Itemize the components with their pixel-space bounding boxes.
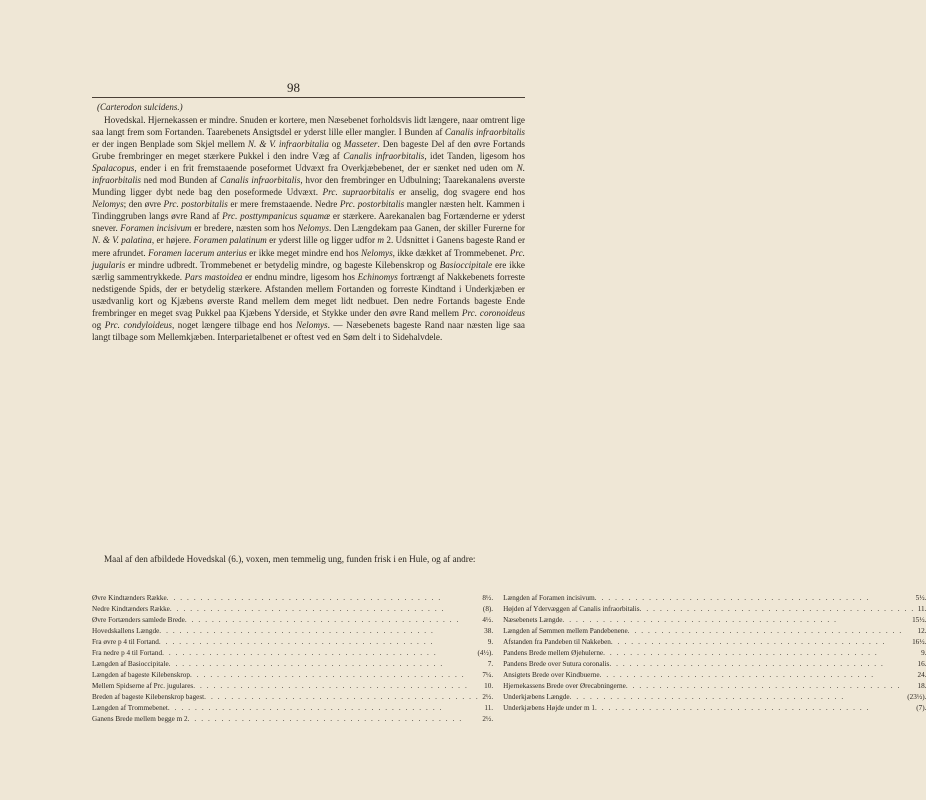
measurement-value: 18. xyxy=(917,682,926,690)
leader-dots xyxy=(169,659,485,670)
measurement-value: 15½. xyxy=(912,616,926,624)
measurement-value: 2½. xyxy=(482,693,494,701)
measurement-row xyxy=(503,670,926,681)
measurement-row xyxy=(92,604,493,615)
measurement-label: Fra øvre p 4 til Fortand xyxy=(92,638,159,646)
measurement-label: Næsebenets Længde xyxy=(503,616,563,624)
measurement-row xyxy=(92,648,493,659)
measurement-value: 9. xyxy=(921,649,926,657)
leader-dots xyxy=(640,604,915,615)
leader-dots xyxy=(570,692,905,703)
measurement-value: 2½. xyxy=(482,715,494,723)
leader-dots xyxy=(595,593,913,604)
measurement-label: Mellem Spidserne af Prc. jugulares xyxy=(92,682,194,690)
page-number: 98 xyxy=(287,80,300,95)
measurement-row xyxy=(92,615,493,626)
leader-dots xyxy=(600,670,915,681)
measurement-value: (8). xyxy=(482,605,494,613)
measurement-row xyxy=(503,681,926,692)
measurement-value: 5½. xyxy=(915,594,926,602)
measurement-label: Øvre Fortænders samlede Brede xyxy=(92,616,185,624)
leader-dots xyxy=(609,659,914,670)
leader-dots xyxy=(611,637,909,648)
measurement-value: 7¼. xyxy=(482,671,494,679)
measurement-row xyxy=(92,692,493,703)
leader-dots xyxy=(204,692,479,703)
measurement-label: Længden af Trommebenet xyxy=(92,704,168,712)
leader-dots xyxy=(595,703,913,714)
measurement-value: 7. xyxy=(487,660,494,668)
measurement-label: Afstanden fra Pandeben til Nakkeben xyxy=(503,638,611,646)
measurement-label: Pandens Brede over Sutura coronalis xyxy=(503,660,610,668)
leader-dots xyxy=(188,714,480,725)
measurement-label: Længden af Foramen incisivum xyxy=(503,594,595,602)
measurement-value: 11. xyxy=(917,605,926,613)
leader-dots xyxy=(628,626,915,637)
measurement-value: 16½. xyxy=(912,638,926,646)
leader-dots xyxy=(168,703,482,714)
measurement-label: Ganens Brede mellem begge m 2 xyxy=(92,715,188,723)
measurement-label: Længden af bageste Kilebenskrop xyxy=(92,671,190,679)
measurement-label: Hovedskallens Længde xyxy=(92,627,160,635)
measurement-row xyxy=(92,593,493,604)
measurement-row xyxy=(503,692,926,703)
measurement-row xyxy=(92,637,493,648)
measurement-row xyxy=(92,659,493,670)
measurement-value: 12. xyxy=(917,627,926,635)
measurement-label: Øvre Kindtænders Række xyxy=(92,594,167,602)
measurements-intro xyxy=(92,553,525,565)
header-rule xyxy=(92,97,525,98)
leader-dots xyxy=(626,681,915,692)
paragraph-text: Hovedskal. Hjernekassen er mindre. Snuden er kortere, men Næsebenet forholdsvis lidt længere, naar omtrent lige saa langt frem som Fortanden. Taarebenets Ansigtsdel er yderst lille eller mangler. I Bunden af Canalis infraorbitalis er der ingen Benplade som Skjel mellem N. & V. infraorbitalia og Masseter. Den bageste Del af den øvre Fortands Grube frembringer en meget stærkere Pukkel i den indre Væg af Canalis infraorbitalis, idet Tanden, ligesom hos Spalacopus, ender i en frit fremstaaende poseformet Udvæxt fra Overkjæbebenet, der er sænket ned uden om N. infraorbitalis ned mod Bunden af Canalis infraorbitalis, hvor den frembringer en Udbulning; Taarekanalens øverste Munding ligger dybt nede bag den poseformede Udvæxt. Prc. supraorbitalis er anselig, dog svagere end hos Nelomys; den øvre Prc. postorbitalis er mere fremstaaende. Nedre Prc. postorbitalis mangler næsten helt. Kammen i Tindinggruben langs øvre Rand af Prc. posttympanicus squamæ er stærkere. Aarekanalen bag Fortænderne er yderst snever. Foramen incisivum er bredere, næsten som hos Nelomys. Den Længdekam paa Ganen, der skiller Furerne for N. & V. palatina, er højere. Foramen palatinum er yderst lille og ligger udfor m 2. Udsnittet i Ganens bageste Rand er mere afrundet. Foramen lacerum anterius er ikke meget mindre end hos Nelomys, ikke dækket af Trommebenet. Prc. jugularis er mindre udbredt. Trommebenet er betydelig mindre, og bageste Kilebenskrop og Basioccipitale ere ikke særlig sammentrykkede. Pars mastoidea er endnu mindre, ligesom hos Echinomys fortrængt af Nakkebenets forreste nedstigende Spids, der er betydelig stærkere. Afstanden mellem Fortanden og forreste Kindtand i Underkjæben er usædvanlig kort og Kjæbens øverste Rand mellem dem meget lidt nedbuet. Den nedre Fortands bageste Ende frembringer en meget svag Pukkel paa Kjæbens Yderside, et Stykke under den øvre Rand mellem Prc. coronoideus og Prc. condyloideus, noget længere tilbage end hos Nelomys. — Næsebenets bageste Rand naar næsten lige saa langt tilbage som Mellemkjæben. Interparietalbenet er oftest ved en Søm delt i to Sidehalvdele. xyxy=(92,115,526,342)
measurement-row xyxy=(503,703,926,714)
leader-dots xyxy=(562,615,909,626)
measurement-row xyxy=(92,681,493,692)
leader-dots xyxy=(193,681,481,692)
measurement-row xyxy=(503,637,926,648)
leader-dots xyxy=(162,648,474,659)
measurement-row xyxy=(92,626,493,637)
measurement-row xyxy=(92,714,493,725)
measurement-value: (23½). xyxy=(907,693,926,701)
measurement-row xyxy=(503,593,926,604)
measurement-value: (4½). xyxy=(477,649,494,657)
leader-dots xyxy=(190,670,479,681)
measurement-label: Pandens Brede mellem Øjehulerne xyxy=(503,649,604,657)
measurement-row xyxy=(92,670,493,681)
description-paragraph xyxy=(92,114,525,343)
measurements-left-column xyxy=(92,593,493,725)
measurement-label: Højden af Ydervæggen af Canalis infraorbitalis xyxy=(503,605,640,613)
measurement-row xyxy=(503,648,926,659)
measurement-value: 9. xyxy=(487,638,494,646)
measurement-row xyxy=(503,615,926,626)
leader-dots xyxy=(159,626,481,637)
leader-dots xyxy=(167,593,480,604)
measurements-table xyxy=(92,593,926,725)
measurement-label: Breden af bageste Kilebenskrop bagest xyxy=(92,693,205,701)
measurement-value: 4½. xyxy=(482,616,494,624)
measurement-row xyxy=(503,604,926,615)
leader-dots xyxy=(185,615,480,626)
measurement-label: Ansigtets Brede over Kindbuerne xyxy=(503,671,600,679)
measurement-label: Nedre Kindtænders Række xyxy=(92,605,170,613)
measurement-label: Hjernekassens Brede over Ørecabningerne xyxy=(503,682,626,690)
measurement-value: (7). xyxy=(916,704,926,712)
measurement-value: 24. xyxy=(917,671,926,679)
measurement-value: 8½. xyxy=(482,594,494,602)
leader-dots xyxy=(159,637,485,648)
measurement-value: 10. xyxy=(484,682,494,690)
intro-text: Maal af den afbildede Hovedskal (6.), voxen, men temmelig ung, funden frisk i en Hule, og af andre: xyxy=(104,554,476,564)
measurement-value: 38. xyxy=(484,627,494,635)
measurement-value: 16. xyxy=(917,660,926,668)
leader-dots xyxy=(603,648,918,659)
measurement-value: 11. xyxy=(484,704,494,712)
measurement-label: Længden af Sømmen mellem Pandebenene xyxy=(503,627,628,635)
measurement-row xyxy=(503,659,926,670)
section-title: (Carterodon sulcidens.) xyxy=(97,102,183,112)
leader-dots xyxy=(170,604,480,615)
measurement-label: Fra nedre p 4 til Fortand xyxy=(92,649,163,657)
measurements-right-column xyxy=(503,593,926,725)
measurement-row xyxy=(503,626,926,637)
measurement-label: Underkjæbens Længde xyxy=(503,693,570,701)
measurement-label: Længden af Basioccipitale xyxy=(92,660,169,668)
measurement-label: Underkjæbens Højde under m 1 xyxy=(503,704,595,712)
measurement-row xyxy=(92,703,493,714)
